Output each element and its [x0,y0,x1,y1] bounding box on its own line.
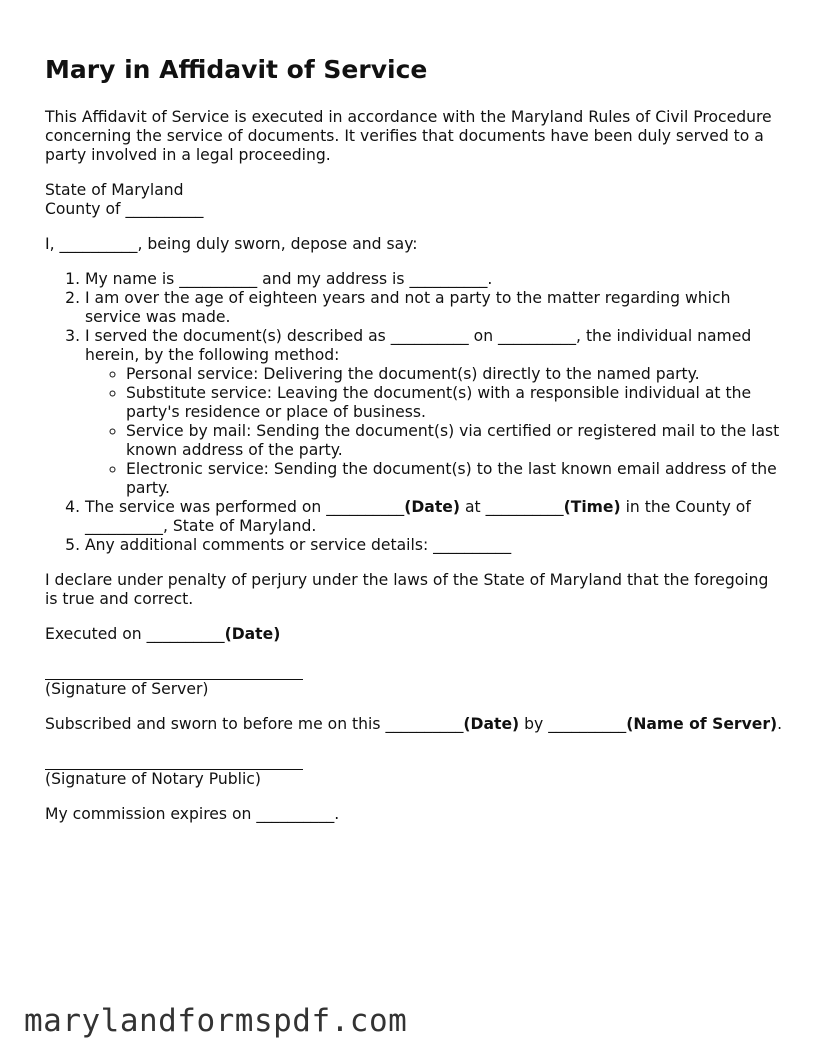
state-line: State of Maryland [45,181,184,199]
sworn-line [45,715,785,734]
time-label: (Time) [563,498,621,516]
method-substitute: ◦ Substitute service: Leaving the document(s) with a responsible individual at the party's residence or place of business. [126,384,785,422]
commission-line: My commission expires on __________. [45,805,340,823]
date-label: (Date) [404,498,460,516]
statement-1: 1. My name is __________ and my address is __________. [85,270,785,289]
venue-block [45,181,785,219]
sworn-text-b: by __________ [519,715,627,733]
server-signature-label: (Signature of Server) [45,680,209,698]
document-title: Mary in Affidavit of Service [45,55,428,84]
oath-line: I, __________, being duly sworn, depose and say: [45,235,418,253]
executed-date-label: (Date) [224,625,281,643]
sworn-date-label: (Date) [463,715,520,733]
method-electronic: ◦ Electronic service: Sending the document(s) to the last known email address of the party. [126,460,785,498]
statement-4-part-a: The service was performed on __________ [85,498,405,516]
declaration-paragraph: I declare under penalty of perjury under the laws of the State of Maryland that the foregoing is true and correct. [45,571,769,608]
statement-3 [85,327,785,498]
server-signature-block [45,660,785,699]
notary-signature-label: (Signature of Notary Public) [45,770,261,788]
server-signature-line [45,660,303,680]
method-personal: ◦ Personal service: Delivering the document(s) directly to the named party. [126,365,785,384]
statement-2: 2. I am over the age of eighteen years and not a party to the matter regarding which service was made. [85,289,785,327]
sworn-text-a: Subscribed and sworn to before me on this __________ [45,715,464,733]
statement-3-text: I served the document(s) described as __________ on __________, the individual named herein, by the following method: [85,327,752,364]
method-mail: ◦ Service by mail: Sending the document(s) via certified or registered mail to the last known address of the party. [126,422,785,460]
notary-signature-line [45,750,303,770]
intro-paragraph: This Affidavit of Service is executed in accordance with the Maryland Rules of Civil Procedure concerning the service of documents. It verifies that documents have been duly served to a party involved in a legal proceeding. [45,108,772,164]
document-page [45,54,785,840]
executed-line [45,625,785,644]
statement-4 [85,498,785,536]
statement-5: 5. Any additional comments or service details: __________ [85,536,785,555]
sworn-text-c: . [777,715,783,733]
notary-signature-block [45,750,785,789]
statement-4-part-c: in the County of __________, State of Maryland. [85,498,751,535]
sworn-name-label: (Name of Server) [626,715,778,733]
service-methods-list [85,365,785,498]
site-watermark: marylandformspdf.com [24,1003,408,1039]
county-line: County of __________ [45,200,204,218]
executed-text: Executed on __________ [45,625,225,643]
statement-4-part-b: at __________ [460,498,564,516]
affidavit-statements [45,270,785,555]
